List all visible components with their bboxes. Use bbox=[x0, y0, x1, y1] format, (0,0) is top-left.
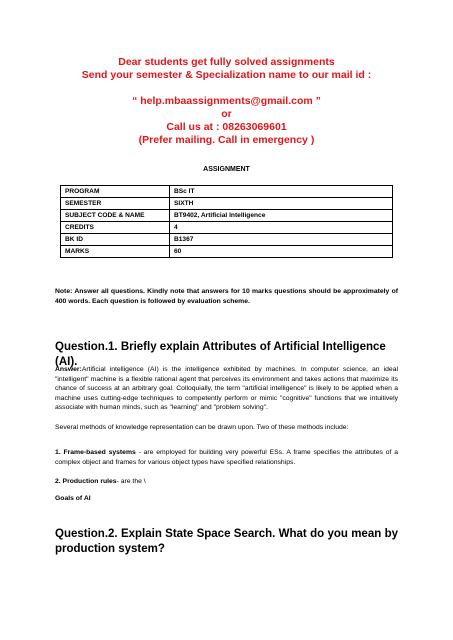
table-cell-value: SIXTH bbox=[170, 198, 393, 210]
table-cell-value: BT9402, Artificial Intelligence bbox=[170, 210, 393, 222]
table-cell-label: CREDITS bbox=[61, 222, 170, 234]
answer-1-text: Artificial intelligence (AI) is the intelligence exhibited by machines. In computer science, an ideal "intelligent" machine is a flexible rational agent that perceives its environment and takes actions that maximize its chance of success at an arbitrary goal. Colloquially, the term "artificial intelligence" is likely to be applied when a machine uses cutting-edge techniques to competently perform or mimic "cognitive" functions that we intuitively associate with human minds, such as "learning" and "problem solving". bbox=[55, 366, 398, 412]
table-row bbox=[61, 186, 393, 198]
note-paragraph: Note: Answer all questions. Kindly note that answers for 10 marks questions should be approximately of 400 words. Each question is followed by evaluation scheme. bbox=[55, 288, 398, 305]
header-or: or bbox=[221, 108, 232, 120]
frame-based-label: 1. Frame-based systems bbox=[55, 449, 136, 456]
table-cell-value: 60 bbox=[170, 246, 393, 258]
table-cell-label: SEMESTER bbox=[61, 198, 170, 210]
production-rules-label: 2. Production rules bbox=[55, 478, 117, 485]
header-call: Call us at : 08263069601 bbox=[166, 121, 287, 133]
methods-paragraph: Several methods of knowledge representation can be drawn upon. Two of these methods include: bbox=[55, 424, 349, 431]
header-email: “ help.mbaassignments@gmail.com ” bbox=[132, 95, 321, 107]
table-cell-label: SUBJECT CODE & NAME bbox=[61, 210, 170, 222]
table-cell-label: PROGRAM bbox=[61, 186, 170, 198]
table-row bbox=[61, 246, 393, 258]
assignment-info-table bbox=[60, 185, 393, 258]
table-cell-label: BK ID bbox=[61, 234, 170, 246]
answer-label: Answer: bbox=[55, 366, 82, 373]
table-cell-label: MARKS bbox=[61, 246, 170, 258]
assignment-heading: ASSIGNMENT bbox=[203, 166, 250, 173]
frame-based-text: - are employed for building very powerful ESs. A frame specifies the attributes of a complex object and frames for various object types have specified relationships. bbox=[55, 449, 398, 466]
table-cell-value: BSc IT bbox=[170, 186, 393, 198]
answer-1-paragraph bbox=[55, 365, 398, 413]
table-cell-value: 4 bbox=[170, 222, 393, 234]
table-row bbox=[61, 234, 393, 246]
goals-heading: Goals of AI bbox=[55, 495, 91, 502]
question-1-heading: Question.1. Briefly explain Attributes of Artificial Intelligence (AI). bbox=[55, 341, 386, 368]
header-prefer: (Prefer mailing. Call in emergency ) bbox=[138, 134, 315, 146]
header-line-2: Send your semester & Specialization name to our mail id : bbox=[81, 69, 372, 81]
header-line-1: Dear students get fully solved assignments bbox=[118, 56, 335, 68]
production-rules-paragraph bbox=[55, 477, 398, 487]
frame-based-paragraph bbox=[55, 448, 398, 467]
table-cell-value: B1367 bbox=[170, 234, 393, 246]
table-row bbox=[61, 198, 393, 210]
production-rules-text: - are the \ bbox=[116, 478, 146, 485]
question-2-heading: Question.2. Explain State Space Search. What do you mean by production system? bbox=[55, 528, 398, 555]
table-row bbox=[61, 210, 393, 222]
table-row bbox=[61, 222, 393, 234]
